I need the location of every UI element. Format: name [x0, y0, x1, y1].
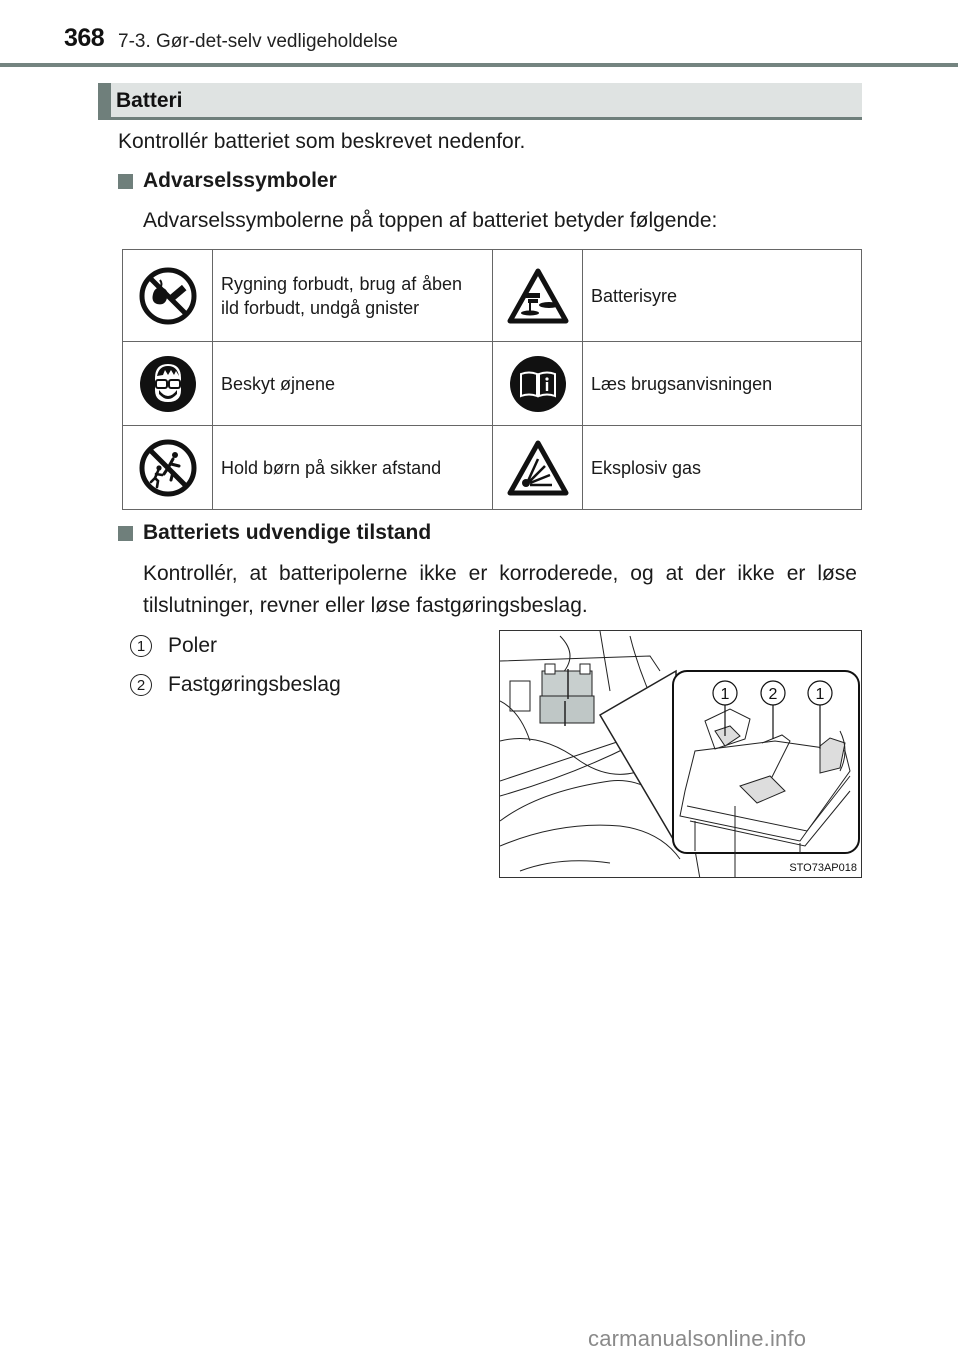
table-row — [123, 342, 862, 426]
subheading-warning-symbols — [118, 169, 337, 193]
heading-bar — [98, 83, 862, 120]
page-title: Batteri — [116, 89, 183, 112]
engine-bay-drawing — [500, 631, 862, 878]
symbol-label: Eksplosiv gas — [583, 426, 862, 510]
intro-text: Kontrollér batteriet som beskrevet nedenfor. — [118, 130, 526, 153]
legend-label: Poler — [168, 634, 218, 657]
table-row — [123, 426, 862, 510]
symbol-label: Beskyt øjnene — [213, 342, 493, 426]
bullet-square-icon — [118, 526, 133, 541]
callout-1-left: 1 — [720, 686, 730, 703]
symbol-label: Batterisyre — [583, 250, 862, 342]
explosive-gas-warning-icon — [506, 439, 570, 497]
callout-number: 1 — [130, 635, 152, 657]
subheading-label: Advarselssymboler — [143, 169, 337, 192]
warning-symbols-table — [122, 249, 862, 510]
section-title: 7-3. Gør-det-selv vedligeholdelse — [118, 31, 398, 52]
keep-children-away-icon — [138, 438, 198, 498]
bullet-square-icon — [118, 174, 133, 189]
battery-acid-warning-icon — [506, 267, 570, 325]
watermark: carmanualsonline.info — [588, 1326, 807, 1351]
heading-accent — [98, 83, 111, 117]
callout-number: 2 — [130, 674, 152, 696]
legend-item — [130, 634, 217, 658]
no-smoking-no-flame-icon — [138, 266, 198, 326]
illustration-code: STO73AP018 — [789, 862, 857, 874]
read-manual-icon — [508, 354, 568, 414]
page-number: 368 — [64, 24, 105, 52]
symbol-label: Læs brugsanvisningen — [583, 342, 862, 426]
symbol-label: Rygning forbudt, brug af åben ild forbudt, undgå gnister — [213, 250, 493, 342]
subheading-exterior-condition — [118, 521, 431, 545]
header-divider — [0, 63, 958, 67]
exterior-description: Kontrollér, at batteripolerne ikke er korroderede, og at der ikke er løse tilslutninger, revner eller løse fastgøringsbeslag. — [143, 562, 857, 617]
table-row — [123, 250, 862, 342]
battery-illustration — [499, 630, 862, 878]
callout-1-right: 1 — [815, 686, 825, 703]
callout-2: 2 — [768, 686, 778, 703]
legend-label: Fastgøringsbeslag — [168, 673, 341, 696]
subheading-label: Batteriets udvendige tilstand — [143, 521, 432, 544]
symbol-label: Hold børn på sikker afstand — [213, 426, 493, 510]
warning-symbols-description: Advarselssymbolerne på toppen af batteriet betyder følgende: — [143, 209, 718, 232]
eye-protection-icon — [138, 354, 198, 414]
legend-item — [130, 673, 341, 697]
